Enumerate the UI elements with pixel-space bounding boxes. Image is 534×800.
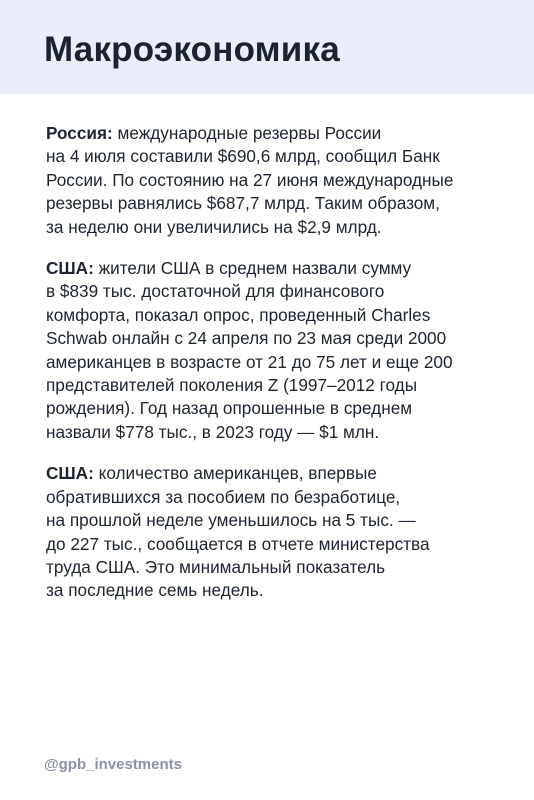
news-text-line: труда США. Это минимальный показатель	[46, 556, 386, 577]
news-text-line: рождения). Год назад опрошенные в среднем	[46, 398, 413, 419]
news-text-line: на прошлой неделе уменьшилось на 5 тыс. —	[46, 510, 416, 531]
news-text-line: за последние семь недель.	[46, 580, 264, 601]
page-title: Макроэкономика	[44, 30, 340, 69]
news-text-line: международные резервы России	[112, 123, 382, 143]
news-text-line: комфорта, показал опрос, проведенный Charles	[46, 304, 431, 325]
news-text-line: назвали $778 тыс., в 2023 году — $1 млн.	[46, 421, 380, 442]
article-body	[46, 122, 496, 621]
news-text-line: количество американцев, впервые	[93, 463, 377, 484]
news-text-line: представителей поколения Z (1997–2012 годы	[46, 375, 418, 396]
news-text-line: резервы равнялись $687,7 млрд. Таким образом,	[46, 193, 440, 214]
news-text-line: обратившихся за пособием по безработице,	[46, 486, 401, 507]
news-text-line: жители США в среднем назвали сумму	[93, 258, 412, 279]
news-item-label: Россия:	[46, 123, 113, 143]
channel-handle: @gpb_investments	[44, 756, 182, 773]
news-item-label: США:	[46, 463, 94, 484]
news-text-line: до 227 тыс., сообщается в отчете министерства	[46, 533, 430, 554]
news-text-line: американцев в возрасте от 21 до 75 лет и еще 200	[46, 351, 453, 372]
news-item-russia-reserves	[46, 122, 496, 239]
news-text-line: Schwab онлайн с 24 апреля по 23 мая среди 2000	[46, 328, 447, 349]
news-item-label: США:	[46, 258, 94, 279]
news-text-line: в $839 тыс. достаточной для финансового	[46, 281, 385, 302]
header-banner	[0, 0, 534, 94]
news-text-line: за неделю они увеличились на $2,9 млрд.	[46, 216, 382, 237]
news-text-line: на 4 июля составили $690,6 млрд, сообщил Банк	[46, 146, 440, 167]
news-item-usa-comfort-survey	[46, 257, 496, 444]
news-item-usa-jobless-claims	[46, 462, 496, 602]
news-text-line: России. По состоянию на 27 июня международные	[46, 169, 454, 190]
